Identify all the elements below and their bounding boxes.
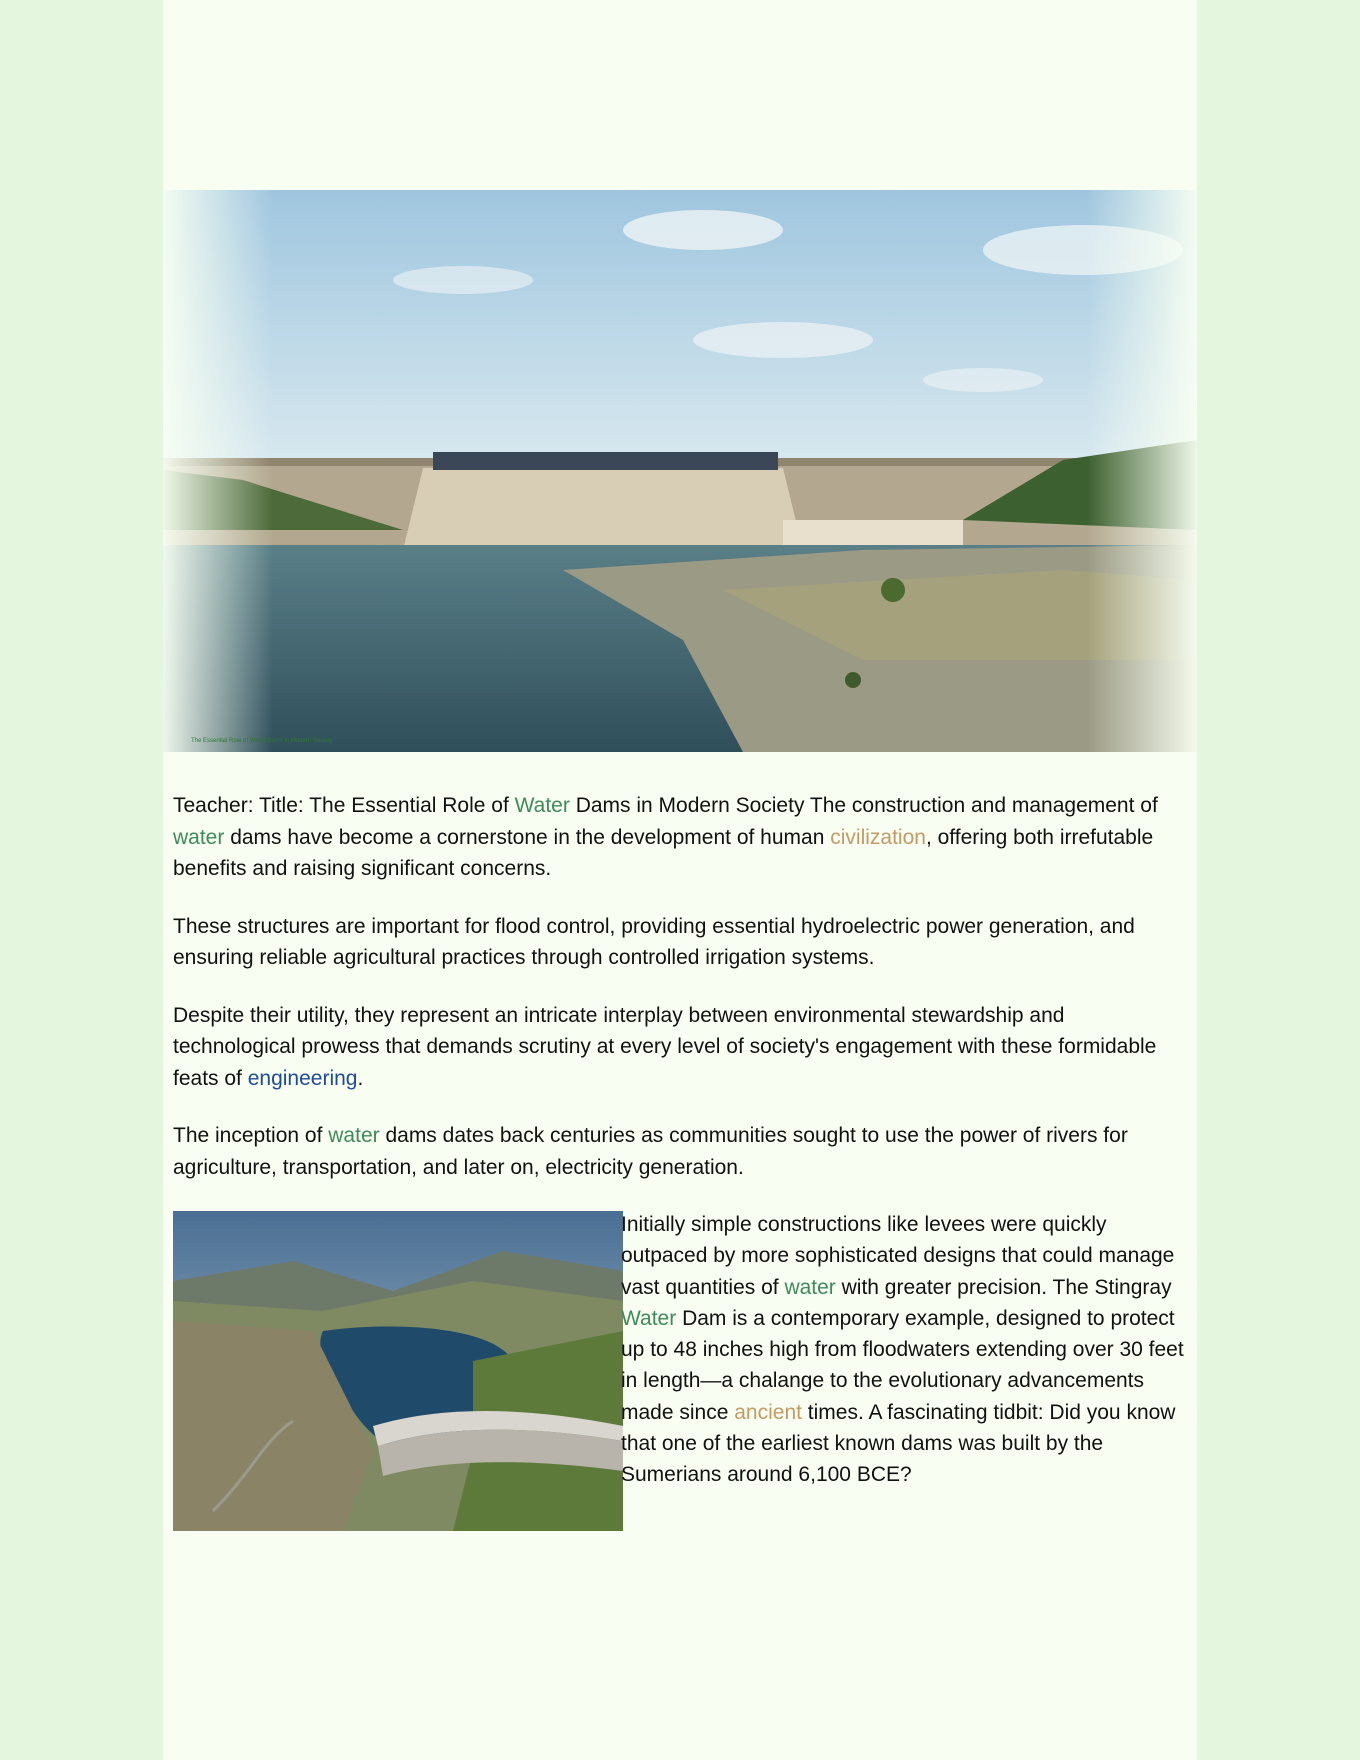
keyword-link[interactable]: Water (514, 794, 570, 817)
hero-caption: The Essential Role of Water Dams in Modern Society (191, 738, 333, 744)
keyword-link[interactable]: water (173, 825, 225, 849)
keyword-link[interactable]: water (784, 1275, 836, 1299)
paragraph-5-text-c: Dam is a contemporary example, designed to protect up to 48 inches high from floodwaters extending over 30 feet in length—a chalange to the evolutionary advancements made since (621, 1306, 1184, 1424)
paragraph-5 (621, 1209, 1191, 1491)
paragraph-1-text-a: Teacher: Title: The Essential Role of (173, 794, 515, 817)
paragraph-1-text-d: , offering both irrefutable benefits and raising significant concerns. (173, 825, 1154, 880)
keyword-link[interactable]: Water (621, 1306, 677, 1330)
keyword-link[interactable]: water (328, 1124, 380, 1147)
paragraph-5-text-b: with greater precision. The Stingray (835, 1275, 1172, 1299)
keyword-link[interactable]: ancient (734, 1400, 802, 1424)
paragraph-2: These structures are important for flood control, providing essential hydroelectric power generation, and ensuring reliable agricultural practices through controlled irrigation systems. (173, 914, 1135, 969)
paragraph-4 (173, 1120, 1188, 1183)
paragraph-1-text-c: dams have become a cornerstone in the development of human (224, 825, 831, 849)
paragraph-3 (173, 1000, 1188, 1095)
paragraph-1-text-b: Dams in Modern Society The construction and management of (569, 794, 1158, 817)
keyword-link[interactable]: engineering (247, 1066, 358, 1090)
arch-dam-image (173, 1211, 623, 1531)
paragraph-5-text-a: Initially simple constructions like levees were quickly outpaced by more sophisticated designs that could manage vast quantities of (621, 1213, 1175, 1299)
paragraph-4-text-b: dams dates back centuries as communities sought to use the power of rivers for agriculture, transportation, and later on, electricity generation. (173, 1124, 1128, 1179)
hero-dam-image (163, 190, 1197, 752)
paragraph-3-text-a: Despite their utility, they represent an intricate interplay between environmental stewardship and technological prowess that demands scrutiny at every level of society's engagement with these formidable feats of (173, 1003, 1157, 1090)
article-body (173, 790, 1188, 1549)
keyword-link[interactable]: civilization (830, 825, 926, 849)
paragraph-1 (173, 790, 1188, 885)
document-page (163, 0, 1197, 1760)
paragraph-4-text-a: The inception of (173, 1124, 329, 1147)
paragraph-5-text-d: times. A fascinating tidbit: Did you know that one of the earliest known dams was built by the Sumerians around 6,100 BCE? (621, 1400, 1176, 1487)
image-text-section (173, 1209, 1188, 1549)
paragraph-3-text-b: . (357, 1066, 364, 1090)
